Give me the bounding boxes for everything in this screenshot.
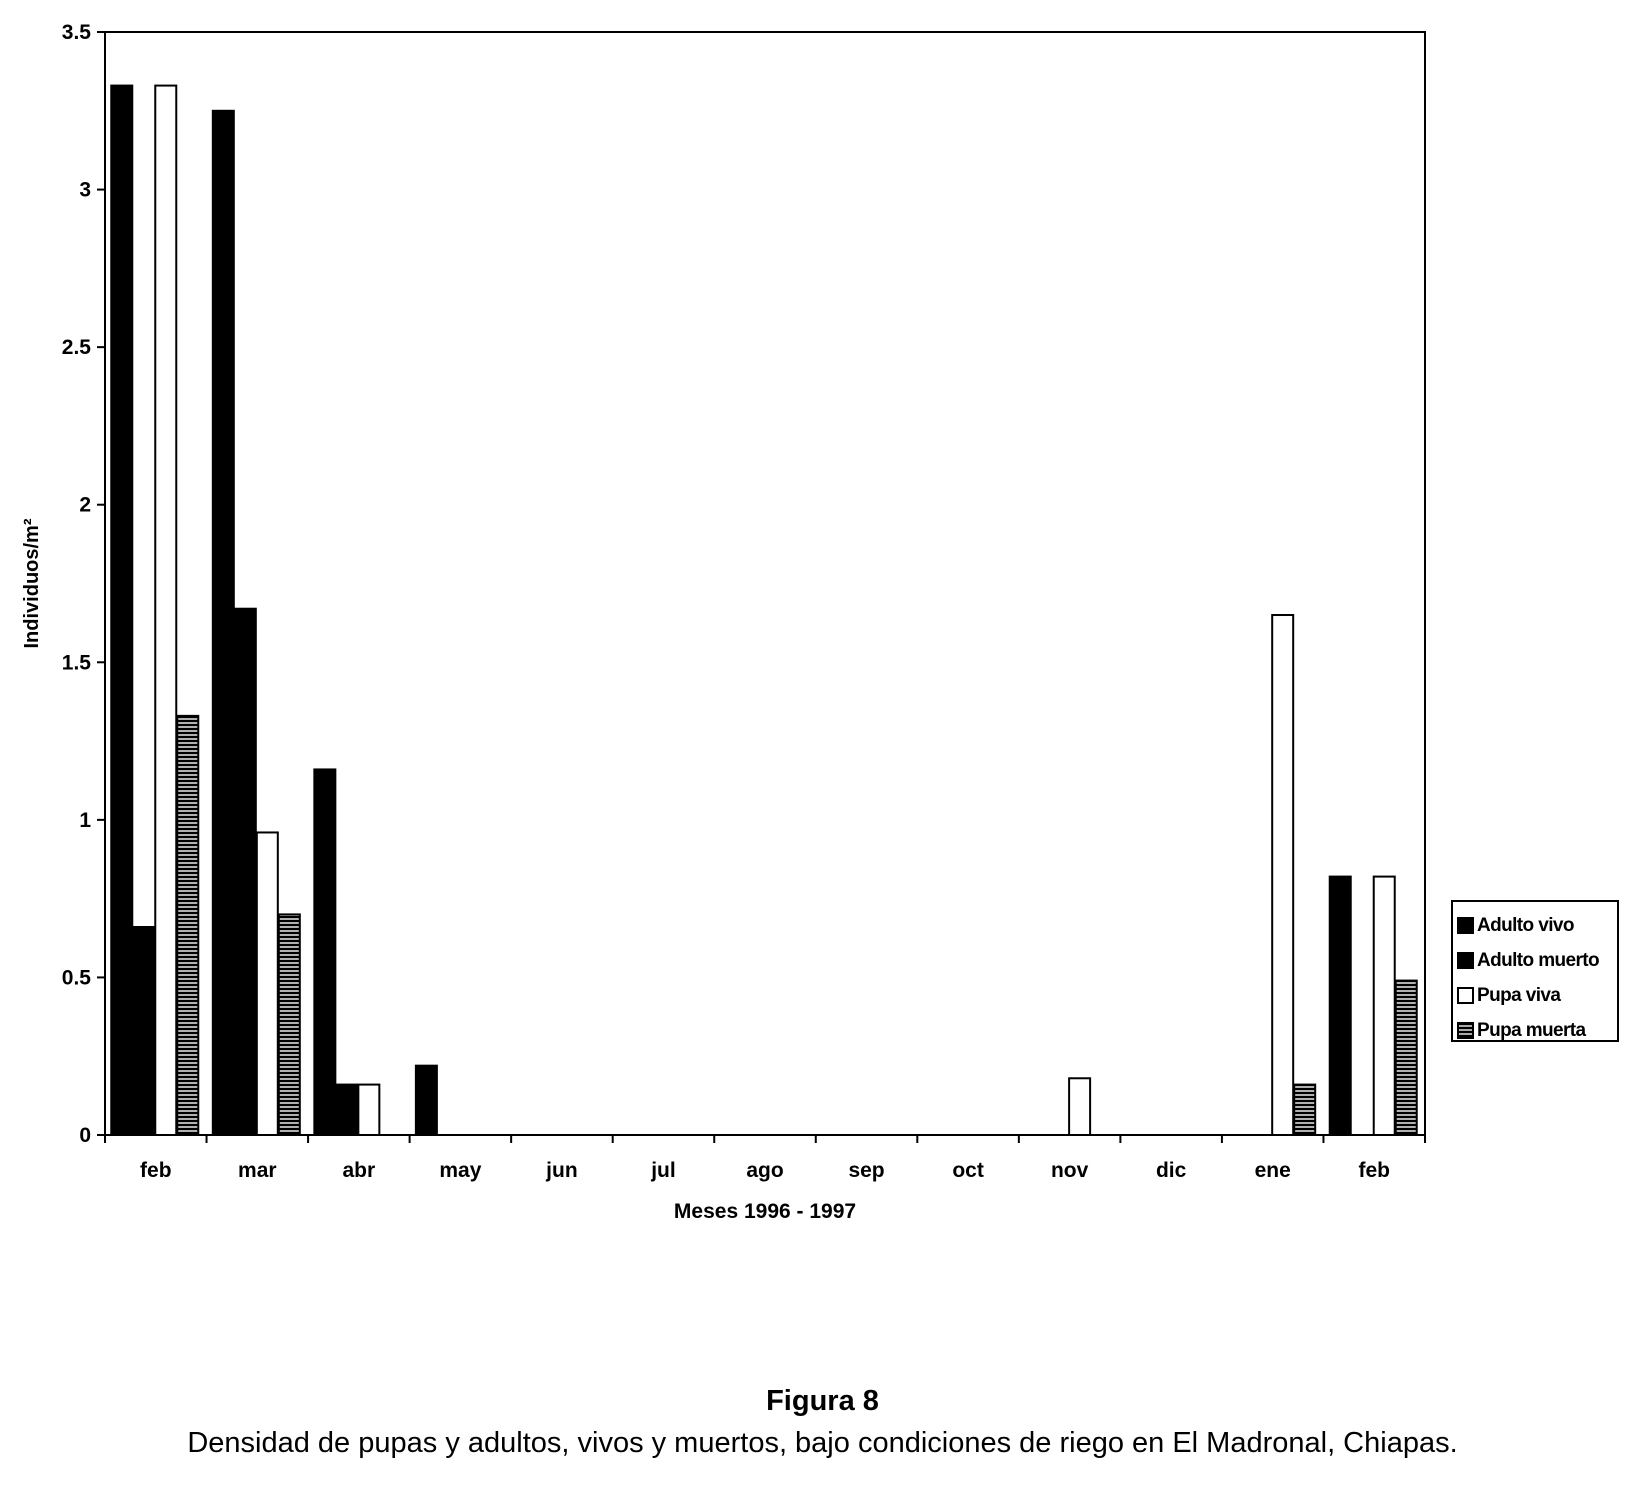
x-tick-label-may-3: may [439, 1159, 482, 1182]
x-tick-label-feb-0: feb [140, 1159, 172, 1182]
bar-pupa-muerta-mar-1 [279, 914, 300, 1135]
legend-label-pupa-muerta: Pupa muerta [1477, 1019, 1586, 1041]
bar-adulto-vivo-mar-1 [213, 111, 234, 1135]
bar-pupa-viva-feb-12 [1374, 877, 1395, 1135]
bar-adulto-vivo-abr-2 [314, 769, 335, 1135]
legend-label-adulto-muerto: Adulto muerto [1477, 949, 1600, 971]
legend-swatch-pupa-muerta [1457, 1022, 1474, 1039]
x-tick-label-jul-5: jul [651, 1159, 676, 1182]
y-tick-label-3: 1.5 [61, 651, 91, 675]
x-tick-label-abr-2: abr [342, 1159, 376, 1182]
plot-frame [105, 32, 1425, 1135]
bar-adulto-vivo-feb-0 [111, 86, 132, 1135]
bar-pupa-viva-nov-9 [1069, 1078, 1090, 1135]
bar-pupa-muerta-ene-11 [1294, 1085, 1315, 1135]
legend-item-adulto-muerto [1457, 943, 1611, 978]
bar-pupa-muerta-feb-0 [177, 716, 198, 1135]
bar-pupa-muerta-feb-12 [1396, 981, 1417, 1135]
bar-pupa-viva-ene-11 [1272, 615, 1293, 1135]
figure-label: Figura 8 [766, 1385, 879, 1417]
x-tick-label-mar-1: mar [238, 1159, 277, 1182]
legend-label-pupa-viva: Pupa viva [1477, 984, 1561, 1006]
bar-pupa-viva-abr-2 [358, 1085, 379, 1135]
y-tick-label-2: 1 [79, 808, 91, 832]
x-tick-label-jun-4: jun [546, 1159, 578, 1182]
bar-adulto-muerto-abr-2 [336, 1085, 357, 1135]
chart-legend [1451, 900, 1619, 1042]
y-axis-title: Individuos/m² [21, 518, 43, 649]
y-tick-label-0: 0 [79, 1124, 91, 1147]
bars-layer [111, 86, 1416, 1135]
x-tick-label-dic-10: dic [1155, 1159, 1187, 1182]
x-tick-label-feb-12: feb [1358, 1159, 1390, 1182]
x-tick-label-sep-7: sep [848, 1159, 885, 1182]
y-tick-label-6: 3 [79, 178, 91, 202]
legend-item-pupa-muerta [1457, 1013, 1611, 1048]
y-tick-label-7: 3.5 [61, 21, 91, 44]
legend-label-adulto-vivo: Adulto vivo [1477, 914, 1574, 936]
legend-swatch-adulto-muerto [1457, 952, 1474, 969]
bar-adulto-muerto-feb-0 [133, 927, 154, 1135]
legend-swatch-pupa-viva [1457, 987, 1474, 1004]
legend-swatch-adulto-vivo [1457, 917, 1474, 934]
bar-adulto-vivo-may-3 [416, 1066, 437, 1135]
x-tick-label-oct-8: oct [952, 1159, 984, 1182]
x-tick-label-nov-9: nov [1050, 1159, 1089, 1182]
y-tick-label-1: 0.5 [61, 966, 91, 990]
y-tick-label-4: 2 [79, 493, 91, 517]
bar-pupa-viva-mar-1 [257, 832, 278, 1135]
x-tick-label-ago-6: ago [746, 1159, 784, 1182]
legend-item-pupa-viva [1457, 978, 1611, 1013]
x-axis-title: Meses 1996 - 1997 [673, 1200, 857, 1223]
x-tick-label-ene-11: ene [1254, 1159, 1291, 1182]
bar-pupa-viva-feb-0 [155, 86, 176, 1135]
figure-caption: Densidad de pupas y adultos, vivos y muertos, bajo condiciones de riego en El Madronal, Chiapas. [187, 1427, 1458, 1459]
bar-adulto-muerto-mar-1 [235, 609, 256, 1135]
legend-item-adulto-vivo [1457, 908, 1611, 943]
y-tick-label-5: 2.5 [61, 336, 91, 360]
bar-adulto-vivo-feb-12 [1330, 877, 1351, 1135]
